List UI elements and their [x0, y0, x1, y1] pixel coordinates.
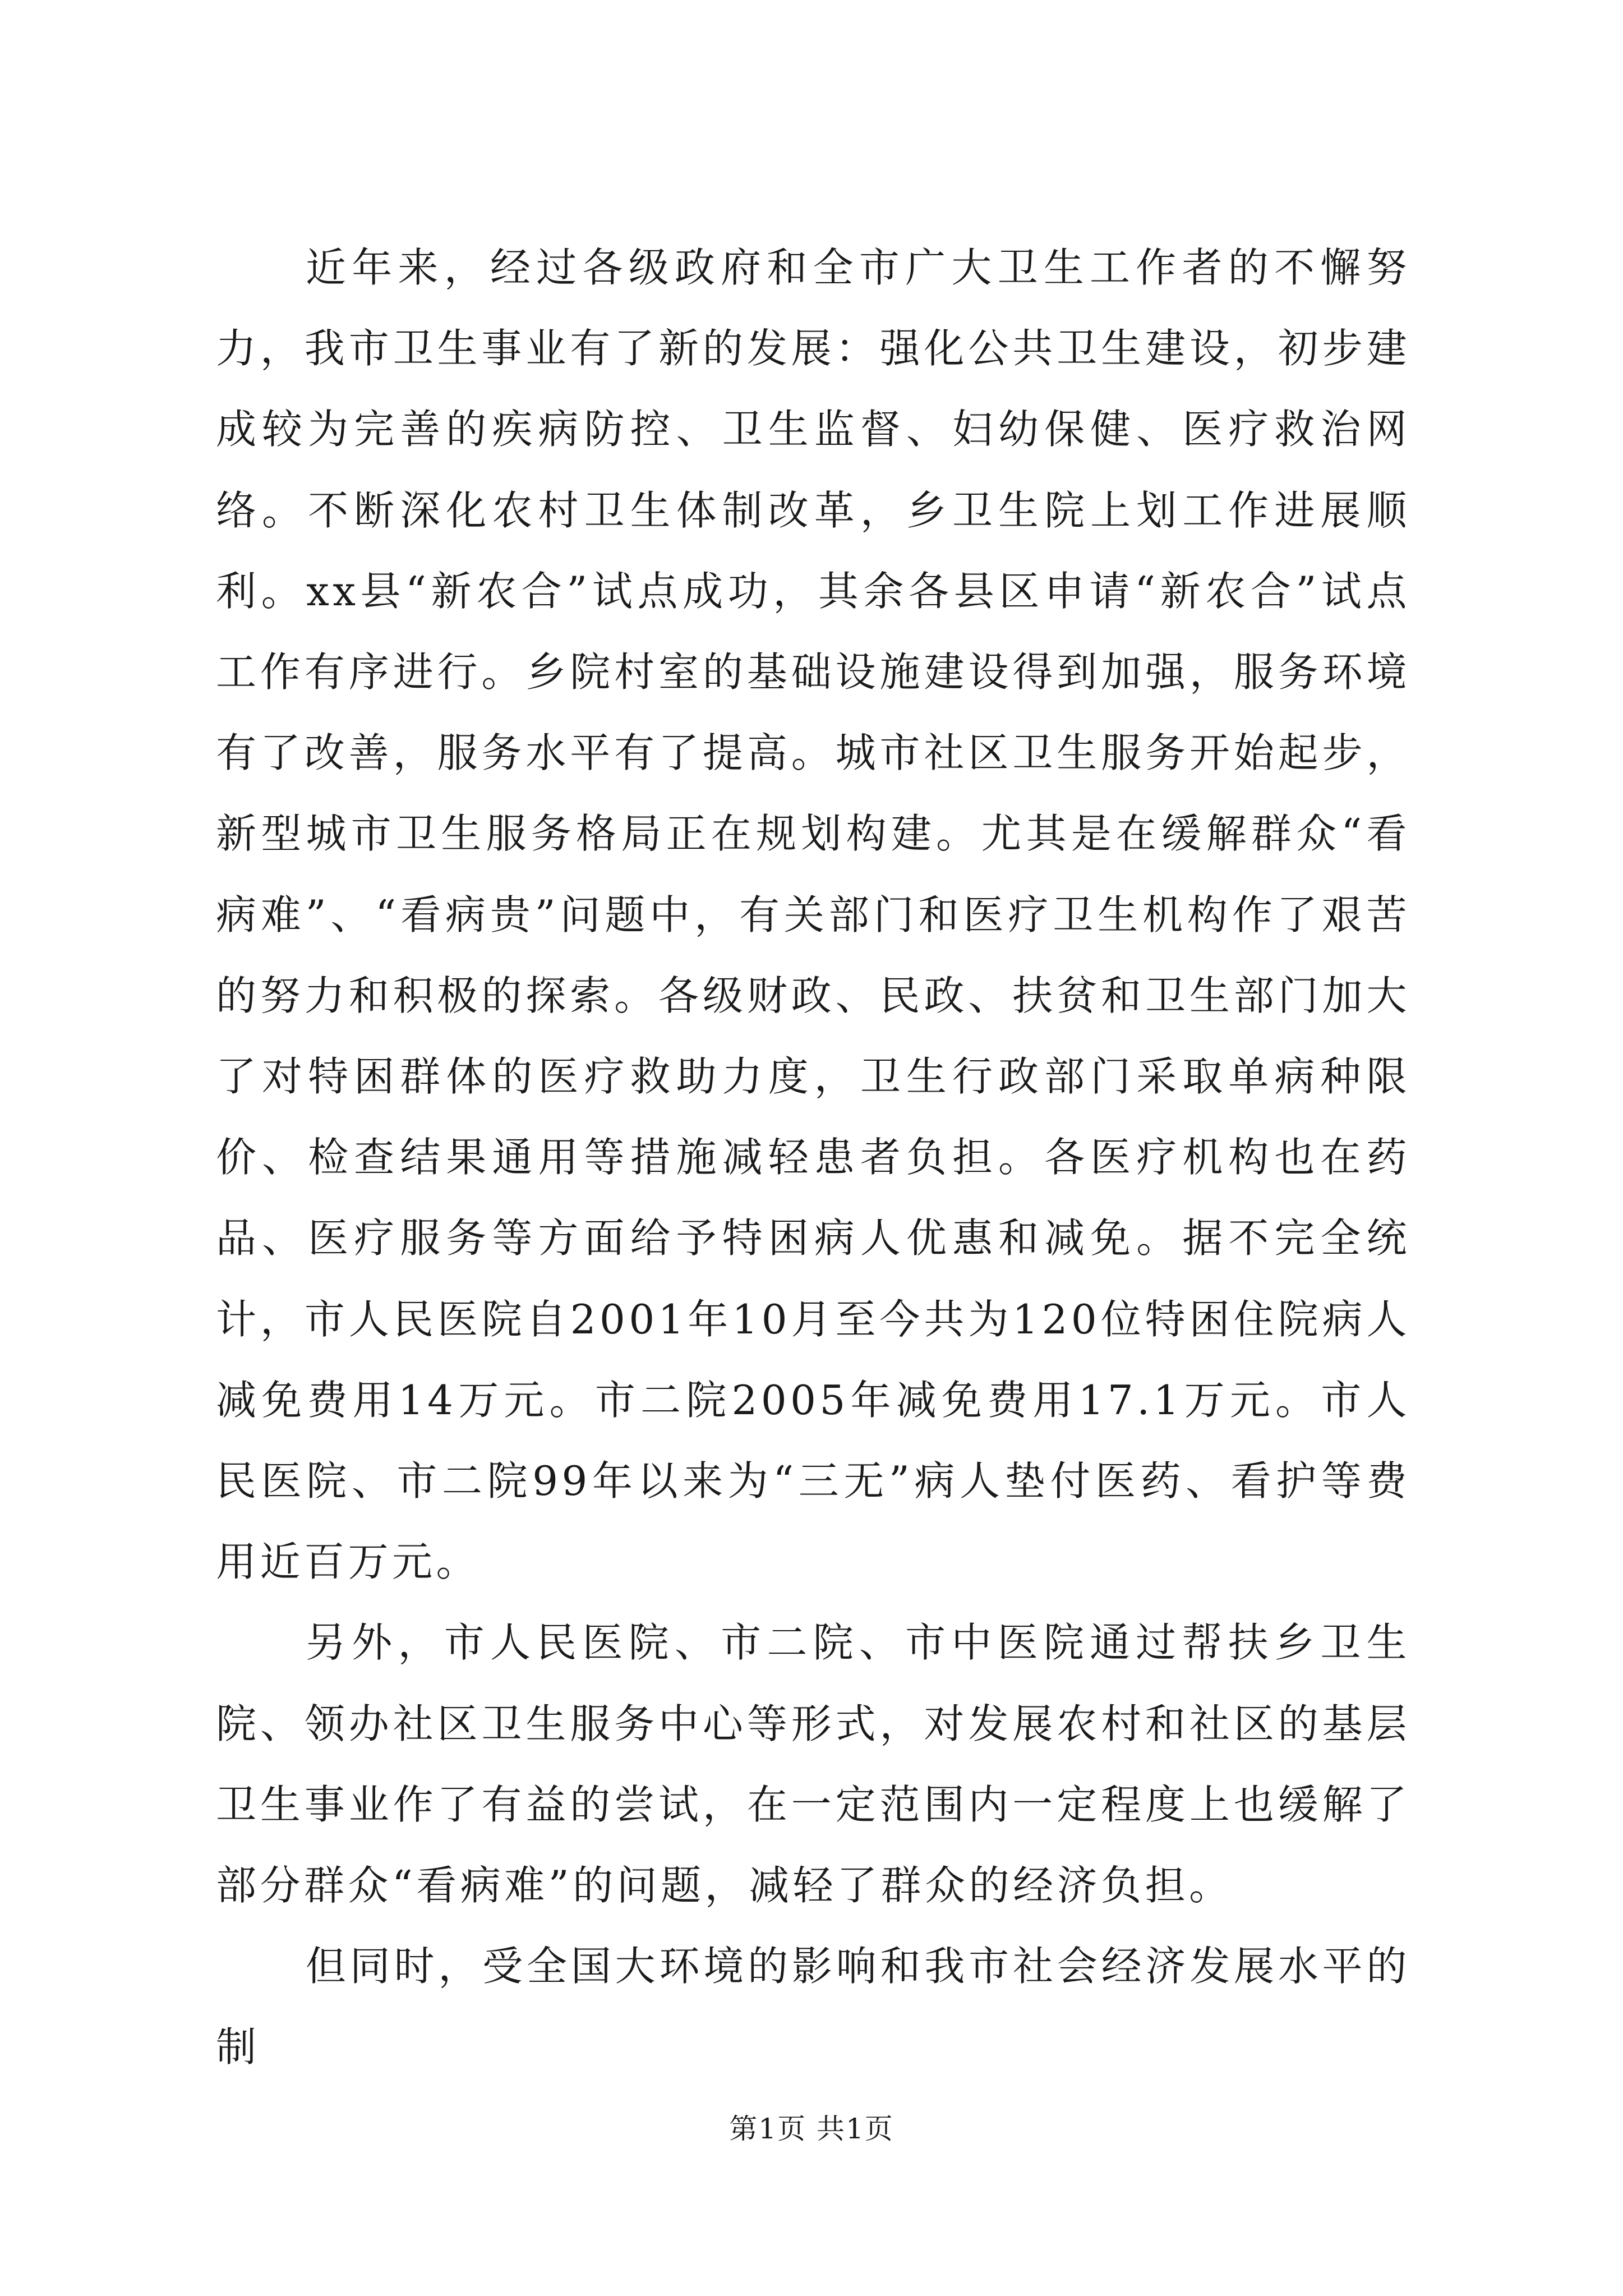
paragraph-1: 近年来，经过各级政府和全市广大卫生工作者的不懈努力，我市卫生事业有了新的发展：强化公共卫生建设，初步建成较为完善的疾病防控、卫生监督、妇幼保健、医疗救治网络。不断深化农村卫生体制改革，乡卫生院上划工作进展顺利。xx县“新农合”试点成功，其余各县区申请“新农合”试点工作有序进行。乡院村室的基础设施建设得到加强，服务环境有了改善，服务水平有了提高。城市社区卫生服务开始起步，新型城市卫生服务格局正在规划构建。尤其是在缓解群众“看病难”、“看病贵”问题中，有关部门和医疗卫生机构作了艰苦的努力和积极的探索。各级财政、民政、扶贫和卫生部门加大了对特困群体的医疗救助力度，卫生行政部门采取单病种限价、检查结果通用等措施减轻患者负担。各医疗机构也在药品、医疗服务等方面给予特困病人优惠和减免。据不完全统计，市人民医院自2001年10月至今共为120位特困住院病人减免费用14万元。市二院2005年减免费用17.1万元。市人民医院、市二院99年以来为“三无”病人垫付医药、看护等费用近百万元。 — [216, 244, 1410, 1586]
paragraph-3: 但同时，受全国大环境的影响和我市社会经济发展水平的制 — [216, 1943, 1410, 2071]
page-footer: 第1页 共1页 — [729, 2113, 894, 2145]
paragraph-2: 另外，市人民医院、市二院、市中医院通过帮扶乡卫生院、领办社区卫生服务中心等形式，对发展农村和社区的基层卫生事业作了有益的尝试，在一定范围内一定程度上也缓解了部分群众“看病难”的问题，减轻了群众的经济负担。 — [216, 1619, 1410, 1910]
document-body — [216, 227, 1410, 2088]
